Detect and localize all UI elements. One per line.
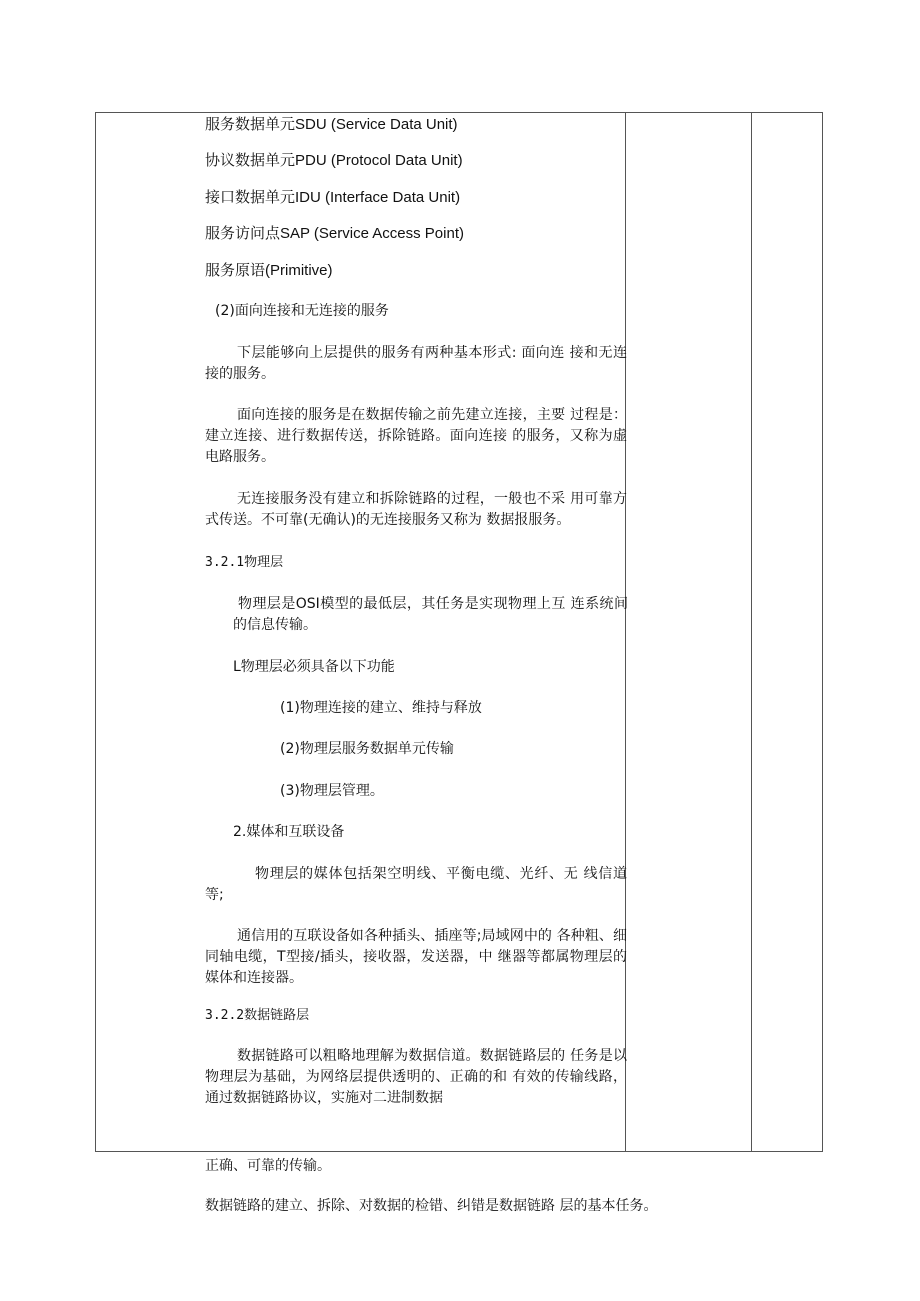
section-2-heading: (2)面向连接和无连接的服务 xyxy=(215,303,389,319)
column-divider-2 xyxy=(751,112,752,1152)
media-heading: 2.媒体和互联设备 xyxy=(233,824,345,840)
section-321-heading: 3.2.1物理层 xyxy=(205,555,284,570)
section-2-paragraph-2: 面向连接的服务是在数据传输之前先建立连接，主要 过程是：建立连接、进行数据传送，拆除链路。面向连接 的服务，又称为虚电路服务。 xyxy=(205,407,627,465)
function-item-1: (1)物理连接的建立、维持与释放 xyxy=(280,700,482,716)
term-sdu: 服务数据单元SDU (Service Data Unit) xyxy=(205,115,458,133)
function-item-2: (2)物理层服务数据单元传输 xyxy=(280,741,454,757)
section-321-paragraph-1: 物理层是OSI模型的最低层，其任务是实现物理上互 连系统间的信息传输。 xyxy=(233,596,628,633)
term-idu: 接口数据单元IDU (Interface Data Unit) xyxy=(205,188,461,206)
section-2-paragraph-3: 无连接服务没有建立和拆除链路的过程，一般也不采 用可靠方式传送。不可靠(无确认)的无连接服务又称为 数据报服务。 xyxy=(205,491,627,528)
term-primitive: 服务原语(Primitive) xyxy=(205,261,333,279)
section-322-continued: 正确、可靠的传输。 xyxy=(205,1158,331,1174)
section-322-paragraph-2: 数据链路的建立、拆除、对数据的检错、纠错是数据链路 层的基本任务。 xyxy=(205,1198,658,1214)
section-322-paragraph-1: 数据链路可以粗略地理解为数据信道。数据链路层的 任务是以物理层为基础，为网络层提供透明的、正确的和 有效的传输线路，通过数据链路协议，实施对二进制数据 xyxy=(205,1048,627,1106)
media-paragraph-2: 通信用的互联设备如各种插头、插座等;局域网中的 各种粗、细同轴电缆，T型接/插头，接收器，发送器，中 继器等都属物理层的媒体和连接器。 xyxy=(205,928,627,986)
term-sap: 服务访问点SAP (Service Access Point) xyxy=(205,224,464,242)
term-pdu: 协议数据单元PDU (Protocol Data Unit) xyxy=(205,151,463,169)
media-paragraph-1: 物理层的媒体包括架空明线、平衡电缆、光纤、无 线信道等; xyxy=(205,866,627,903)
section-321-subheading: L物理层必须具备以下功能 xyxy=(233,659,395,675)
function-item-3: (3)物理层管理。 xyxy=(280,783,384,799)
section-2-paragraph-1: 下层能够向上层提供的服务有两种基本形式: 面向连 接和无连接的服务。 xyxy=(205,345,627,382)
section-322-heading: 3.2.2数据链路层 xyxy=(205,1008,310,1023)
